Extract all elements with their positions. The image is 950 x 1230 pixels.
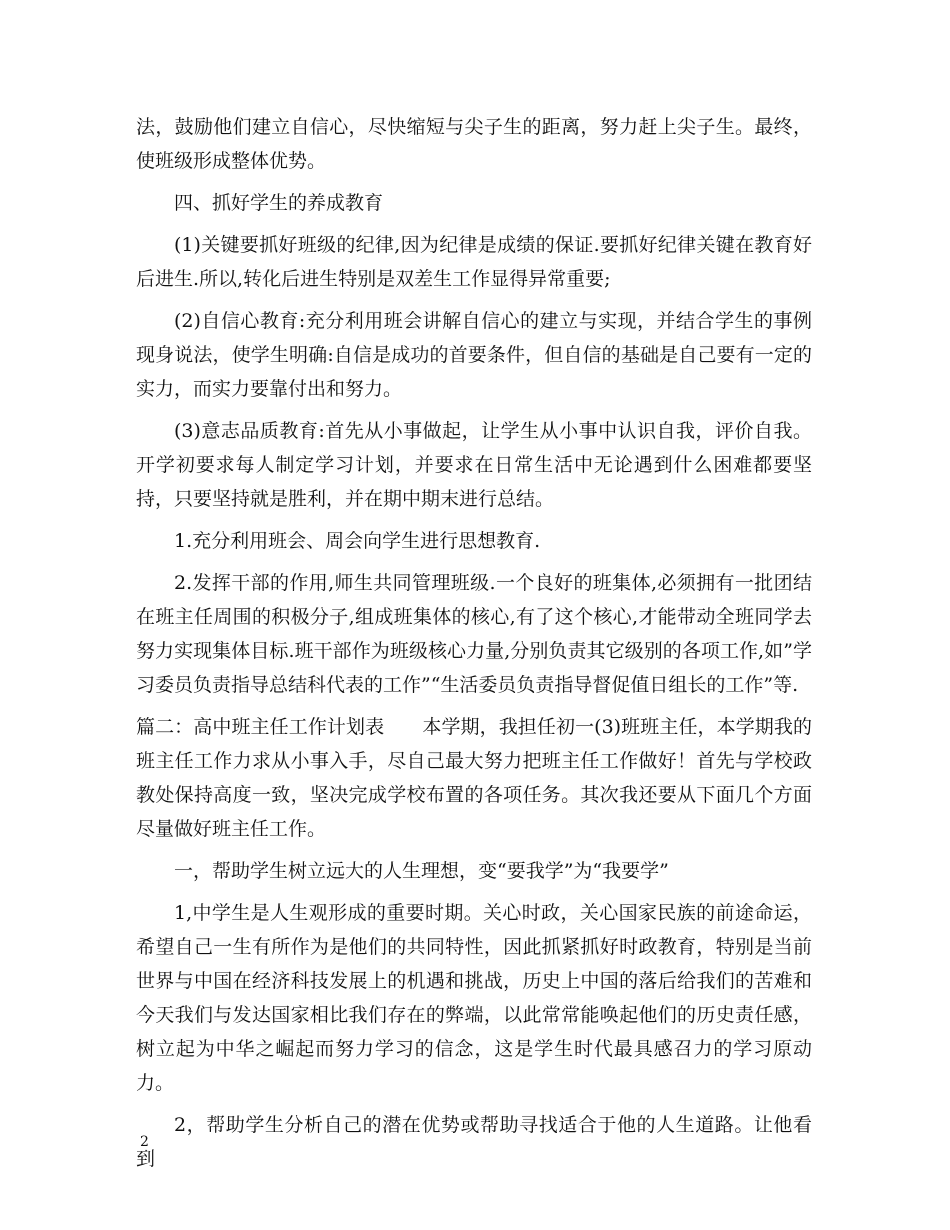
paragraph-part-two: 篇二：高中班主任工作计划表 本学期，我担任初一(3)班班主任，本学期我的班主任工作力求从小事入手，尽自己最大努力把班主任工作做好！首先与学校政教处保持高度一致，坚决完成学校布置的各项任务。其次我还要从下面几个方面尽量做好班主任工作。 [136,716,812,840]
section-heading-1: 一，帮助学生树立远大的人生理想，变“要我学”为“我要学” [174,860,669,882]
paragraph-item-2: 2.发挥干部的作用,师生共同管理班级.一个良好的班集体,必须拥有一批团结在班主任周围的积极分子,组成班集体的核心,有了这个核心,才能带动全班同学去努力实现集体目标.班干部作为班级核心力量,分别负责其它级别的各项工作,如”学习委员负责指导总结科代表的工作”“生活委员负责指导督促值日组长的工作”等. [136,572,812,696]
paragraph-willpower: (3)意志品质教育:首先从小事做起，让学生从小事中认识自我，评价自我。开学初要求每人制定学习计划，并要求在日常生活中无论遇到什么困难都要坚持，只要坚持就是胜利，并在期中期末进行总结。 [136,420,812,510]
page-number: 2 [140,1134,149,1150]
paragraph-confidence: (2)自信心教育:充分利用班会讲解自信心的建立与实现，并结合学生的事例现身说法，使学生明确:自信是成功的首要条件，但自信的基础是自己要有一定的实力，而实力要靠付出和努力。 [136,310,812,400]
paragraph-1: 法，鼓励他们建立自信心，尽快缩短与尖子生的距离，努力赶上尖子生。最终，使班级形成整体优势。 [136,116,812,172]
paragraph-point-2: 2，帮助学生分析自己的潜在优势或帮助寻找适合于他的人生道路。让他看到 [136,1114,812,1170]
paragraph-discipline: (1)关键要抓好班级的纪律,因为纪律是成绩的保证.要抓好纪律关键在教育好后进生.所以,转化后进生特别是双差生工作显得异常重要; [136,234,812,290]
paragraph-point-1: 1,中学生是人生观形成的重要时期。关心时政，关心国家民族的前途命运，希望自己一生有所作为是他们的共同特性，因此抓紧抓好时政教育，特别是当前世界与中国在经济科技发展上的机遇和挑战，历史上中国的落后给我们的苦难和今天我们与发达国家相比我们存在的弊端，以此常常能唤起他们的历史责任感，树立起为中华之崛起而努力学习的信念，这是学生时代最具感召力的学习原动力。 [136,902,812,1094]
document-body [136,110,812,1184]
section-heading-4: 四、抓好学生的养成教育 [174,192,384,214]
paragraph-item-1: 1.充分利用班会、周会向学生进行思想教育. [174,530,541,552]
